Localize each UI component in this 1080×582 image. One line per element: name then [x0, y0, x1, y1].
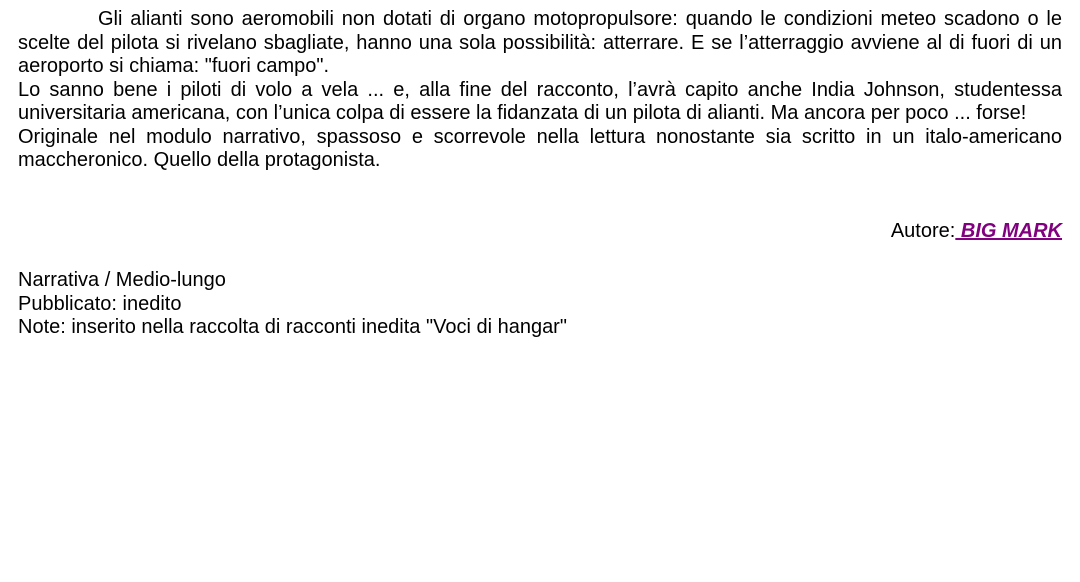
story-description [18, 8, 1062, 173]
story-card [18, 8, 1062, 340]
story-metadata [18, 269, 1062, 340]
author-row [18, 220, 1062, 244]
notes-line: Note: inserito nella raccolta di racconti inedita "Voci di hangar" [18, 316, 567, 338]
description-paragraph: Lo sanno bene i piloti di volo a vela ... e, alla fine del racconto, l’avrà capito anche India Johnson, studentessa universitaria americana, con l’unica colpa di essere la fidanzata di un pilota di alianti. Ma ancora per poco ... forse! [18, 78, 1062, 124]
published-line: Pubblicato: inedito [18, 292, 182, 315]
author-label: Autore: [890, 219, 956, 242]
description-paragraph: Originale nel modulo narrativo, spassoso e scorrevole nella lettura nonostante sia scritto in un italo-americano maccheronico. Quello della protagonista. [18, 125, 1062, 171]
description-paragraph: Gli alianti sono aeromobili non dotati di organo motopropulsore: quando le condizioni meteo scadono o le scelte del pilota si rivelano sbagliate, hanno una sola possibilità: atterrare. E se l’atterraggio avviene al di fuori di un aeroporto si chiama: "fuori campo". [18, 8, 1062, 77]
genre-line: Narrativa / Medio-lungo [18, 269, 226, 291]
author-link[interactable]: BIG MARK [955, 219, 1062, 242]
